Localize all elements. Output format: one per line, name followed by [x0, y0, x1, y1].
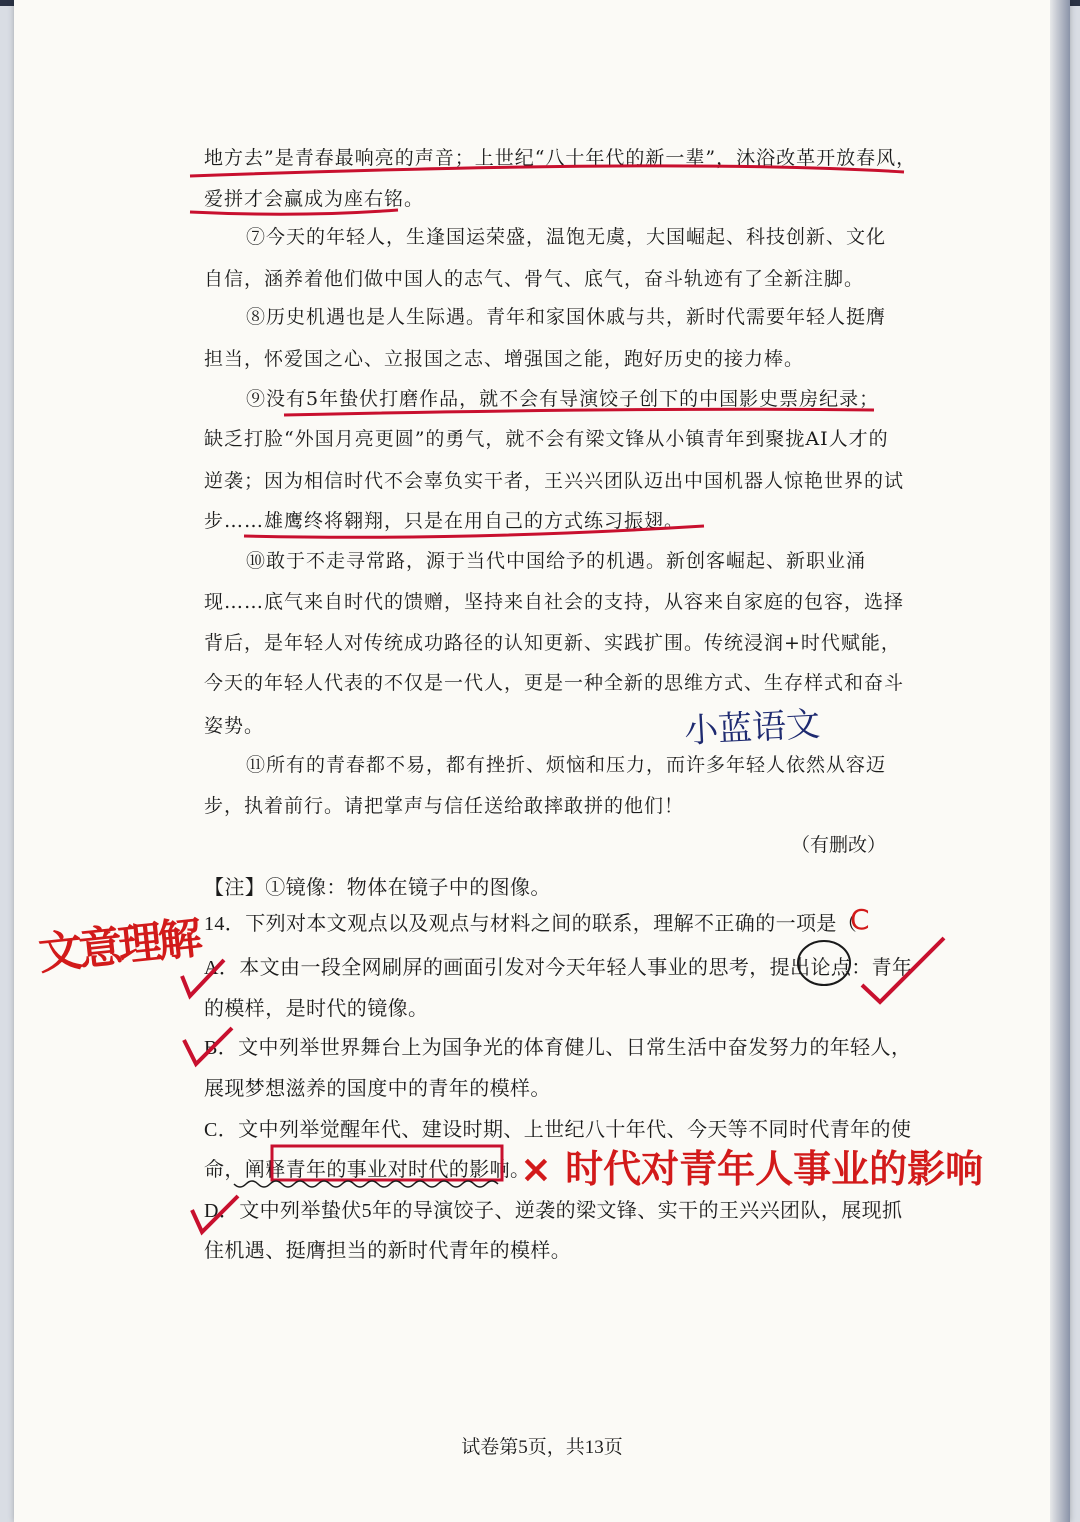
- passage-line: 爱拼才会赢成为座右铭。: [204, 188, 425, 210]
- exam-page: [14, 0, 1070, 1522]
- passage-line: 今天的年轻人代表的不仅是一代人，更是一种全新的思维方式、生存样式和奋斗: [204, 672, 905, 694]
- option-line: 住机遇、挺膺担当的新时代青年的模样。: [204, 1240, 572, 1262]
- passage-line: 逆袭；因为相信时代不会辜负实干者，王兴兴团队迈出中国机器人惊艳世界的试: [204, 470, 905, 492]
- handwritten-correction: × 时代对青年人事业的影响: [520, 1147, 984, 1191]
- passage-line: 缺乏打脸“外国月亮更圆”的勇气，就不会有梁文锋从小镇青年到聚拢AI人才的: [204, 428, 889, 450]
- passage-line: ⑪所有的青春都不易，都有挫折、烦恼和压力，而许多年轻人依然从容迈: [246, 754, 887, 776]
- handwritten-watermark: 小蓝语文: [683, 704, 822, 752]
- option-line: A．本文由一段全网刷屏的画面引发对今天年轻人事业的思考，提出论点：青年: [204, 957, 913, 979]
- handwritten-answer: C: [850, 903, 870, 936]
- annotation-note: 【注】①镜像：物体在镜子中的图像。: [204, 877, 551, 899]
- option-line: D．文中列举蛰伏5年的导演饺子、逆袭的梁文锋、实干的王兴兴团队，展现抓: [204, 1200, 903, 1222]
- passage-line: 担当，怀爱国之心、立报国之志、增强国之能，跑好历史的接力棒。: [204, 348, 805, 370]
- passage-line: 步，执着前行。请把掌声与信任送给敢摔敢拼的他们！: [204, 795, 685, 817]
- passage-line: 现……底气来自时代的馈赠，坚持来自社会的支持，从容来自家庭的包容，选择: [204, 591, 905, 613]
- question-stem: [204, 911, 924, 937]
- page-footer: 试卷第5页，共13页: [461, 1437, 623, 1458]
- option-line: C．文中列举觉醒年代、建设时期、上世纪八十年代、今天等不同时代青年的使: [204, 1119, 912, 1141]
- passage-line: ⑨没有5年蛰伏打磨作品，就不会有导演饺子创下的中国影史票房纪录；: [246, 388, 880, 410]
- option-line: 的模样，是时代的镜像。: [204, 998, 429, 1020]
- handwritten-note-left: 文意理解: [36, 912, 201, 981]
- option-line: B．文中列举世界舞台上为国争光的体育健儿、日常生活中奋发努力的年轻人，: [204, 1037, 912, 1059]
- passage-line: ⑦今天的年轻人，生逢国运荣盛，温饱无虞，大国崛起、科技创新、文化: [246, 226, 887, 248]
- passage-line: ⑧历史机遇也是人生际遇。青年和家国休戚与共，新时代需要年轻人挺膺: [246, 306, 887, 328]
- source-note: （有删改）: [790, 834, 886, 856]
- passage-line: 自信，涵养着他们做中国人的志气、骨气、底气，奋斗轨迹有了全新注脚。: [204, 268, 865, 290]
- passage-line: ⑩敢于不走寻常路，源于当代中国给予的机遇。新创客崛起、新职业涌: [246, 550, 867, 572]
- passage-line: 地方去”是青春最响亮的声音；上世纪“八十年代的新一辈”，沐浴改革开放春风，: [204, 147, 917, 169]
- passage-line: 背后，是年轻人对传统成功路径的认知更新、实践扩围。传统浸润+时代赋能，: [204, 632, 901, 654]
- passage-line: 步……雄鹰终将翱翔，只是在用自己的方式练习振翅。: [204, 510, 685, 532]
- question-stem-text: 14．下列对本文观点以及观点与材料之间的联系，理解不正确的一项是（: [204, 913, 858, 935]
- page-edge-shadow: [1050, 0, 1070, 1522]
- option-line: 命，阐释青年的事业对时代的影响。: [204, 1159, 531, 1181]
- option-line: 展现梦想滋养的国度中的青年的模样。: [204, 1078, 551, 1100]
- passage-line: 姿势。: [204, 715, 265, 737]
